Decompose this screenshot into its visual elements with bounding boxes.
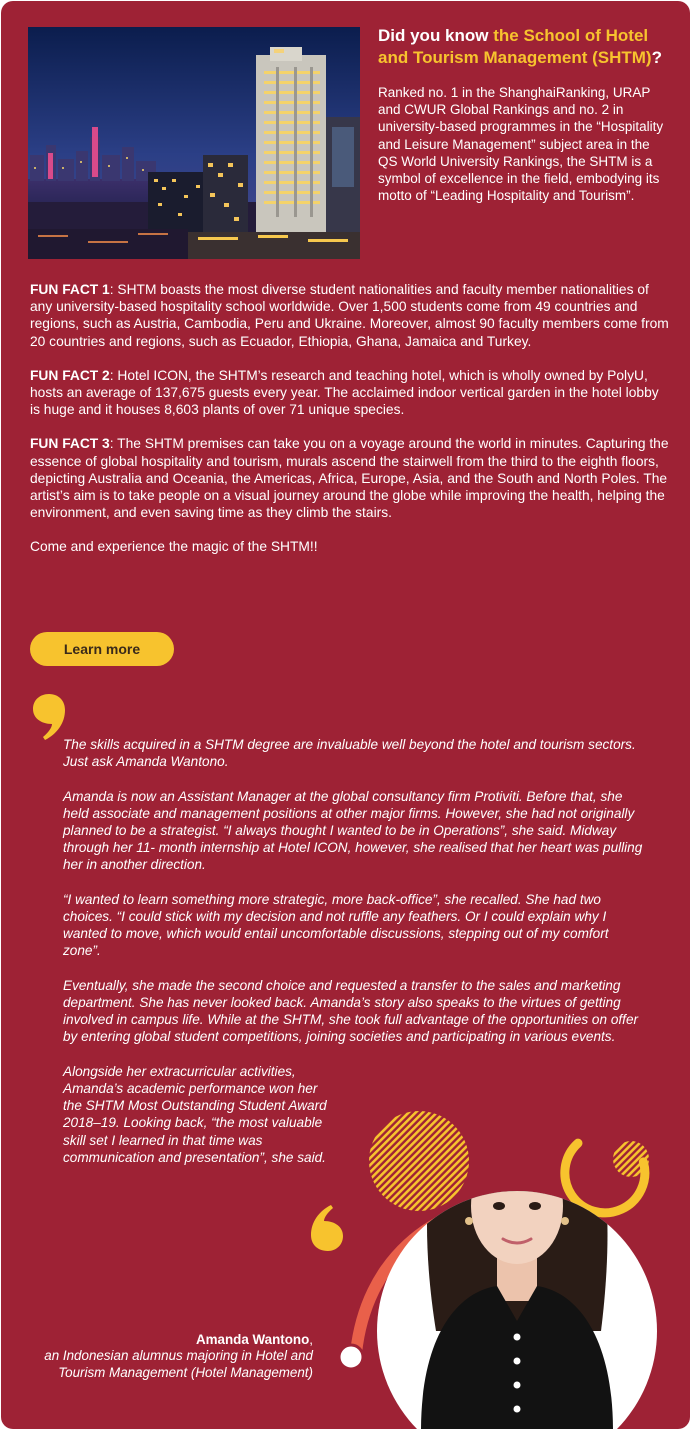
alumnus-description: an Indonesian alumnus majoring in Hotel and Tourism Management (Hotel Management) bbox=[44, 1348, 313, 1380]
fun-fact-3 bbox=[30, 435, 670, 521]
story-paragraph: Alongside her extracurricular activities, Amanda’s academic performance won her the SHTM Most Outstanding Student Award 2018–19. Looking back, “the most valuable skill set I learned in that time was communication and presentation”, she said. bbox=[63, 1063, 327, 1165]
intro-heading bbox=[378, 25, 668, 69]
striped-circle-left bbox=[369, 1111, 469, 1211]
alumnus-name: Amanda Wantono bbox=[195, 1332, 310, 1347]
heading-highlight: the School of Hotel and Tourism Management (SHTM) bbox=[378, 26, 652, 67]
fun-fact-label: FUN FACT 2 bbox=[30, 367, 110, 383]
story-paragraph: “I wanted to learn something more strategic, more back-office”, she recalled. She had two choices. “I could stick with my decision and not ruffle any feathers. Or I could explain why I wanted to move, which would entail uncomfortable discussions, stepping out of my comfort zone”. bbox=[63, 891, 609, 959]
portrait-decoration bbox=[301, 1091, 690, 1429]
feature-card bbox=[1, 1, 690, 1429]
fun-fact-1 bbox=[30, 281, 670, 350]
quote-icon bbox=[31, 692, 67, 747]
heading-suffix: ? bbox=[651, 48, 662, 67]
fun-fact-text: : The SHTM premises can take you on a voyage around the world in minutes. Capturing the essence of global hospitality and tourism, murals ascend the stairwell from the third to the eighth floors, depicting Australia and Oceania, the Americas, Africa, Europe, Asia, and the South and North Poles. The artist’s aim is to take people on a visual journey around the globe while improving the health, helping the environment, and even saving time as they climb the stairs. bbox=[30, 436, 669, 521]
intro-paragraph: Ranked no. 1 in the ShanghaiRanking, URAP and CWUR Global Rankings and no. 2 in university-based programmes in the “Hospitality and Leisure Management” subject area in the QS World University Rankings, the SHTM is a symbol of excellence in the field, embodying its motto of “Leading Hospitality and Tourism”. bbox=[378, 85, 664, 204]
learn-more-button[interactable]: Learn more bbox=[30, 632, 174, 666]
signature bbox=[21, 1332, 313, 1381]
fun-fact-label: FUN FACT 1 bbox=[30, 282, 110, 297]
fun-fact-2 bbox=[30, 367, 670, 419]
fun-fact-text: : Hotel ICON, the SHTM’s research and teaching hotel, which is wholly owned by PolyU, hosts an average of 137,675 guests every year. The acclaimed indoor vertical garden in the hotel lobby is huge and it houses 8,603 plants of over 71 unique species. bbox=[30, 367, 659, 418]
story-paragraph: The skills acquired in a SHTM degree are invaluable well beyond the hotel and tourism sectors. Just ask Amanda Wantono. bbox=[63, 737, 636, 770]
intro-block bbox=[378, 25, 668, 204]
heading-prefix: Did you know bbox=[378, 26, 494, 45]
fun-fact-text: : SHTM boasts the most diverse student nationalities and faculty member nationalities of any university-based hospitality school worldwide. Over 1,500 students come from 49 countries and regions, such as Austria, Cambodia, Peru and Ukraine. Moreover, almost 90 faculty members come from 20 countries and regions, such as Ecuador, Ethiopia, Ghana, Jamaica and Turkey. bbox=[30, 282, 669, 349]
fun-fact-label: FUN FACT 3 bbox=[30, 436, 110, 452]
quote-icon-small bbox=[309, 1201, 347, 1258]
closing-line: Come and experience the magic of the SHTM!! bbox=[30, 539, 318, 555]
story-paragraph: Amanda is now an Assistant Manager at the global consultancy firm Protiviti. Before that, she held associate and management positions at other major firms. However, she had not originally planned to be a strategist. “I always thought I wanted to be in Operations”, she said. Midway through her 11- month internship at Hotel ICON, however, she realised that her heart was pulling her in another direction. bbox=[63, 788, 643, 873]
hotel-photo bbox=[28, 27, 360, 259]
story-paragraph: Eventually, she made the second choice and requested a transfer to the sales and marketing department. She has never looked back. Amanda’s story also speaks to the virtues of getting involved in campus life. While at the SHTM, she took full advantage of the opportunities on offer by entering global student competitions, joining societies and participating in various events. bbox=[63, 977, 639, 1045]
fun-facts bbox=[30, 281, 670, 573]
name-suffix: , bbox=[309, 1332, 313, 1347]
